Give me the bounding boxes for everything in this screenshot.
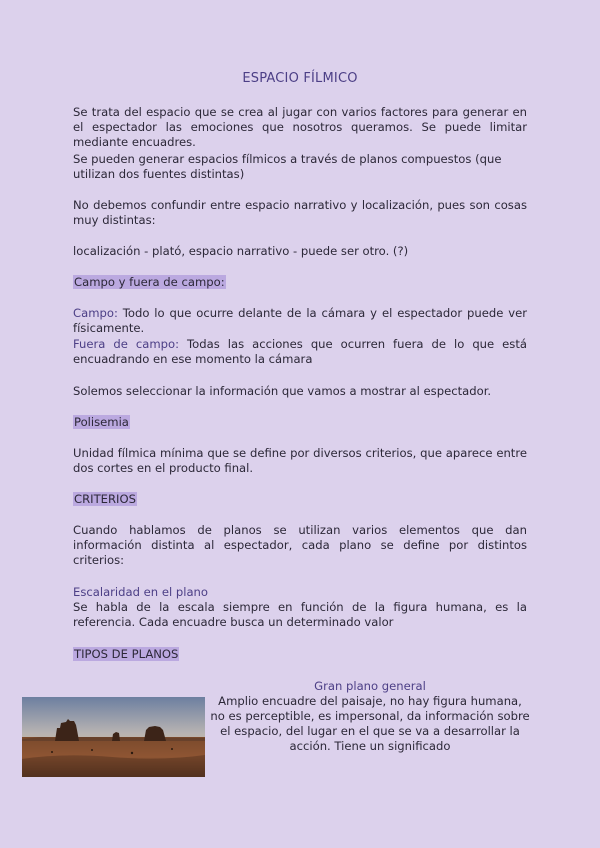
fuera-campo-term: Fuera de campo: bbox=[73, 337, 180, 351]
fuera-campo-text: Todas las acciones que ocurren fuera de lo que está encuadrando en ese momento la cámara bbox=[73, 337, 527, 366]
criterios-heading bbox=[73, 492, 137, 507]
page-title: ESPACIO FÍLMICO bbox=[242, 71, 358, 86]
localizacion-paragraph: localización - plató, espacio narrativo - puede ser otro. (?) bbox=[73, 244, 409, 258]
gran-plano-title: Gran plano general bbox=[314, 679, 426, 693]
polisemia-heading-text: Polisemia bbox=[74, 415, 129, 429]
fuera-campo-paragraph bbox=[73, 337, 527, 367]
confusion-paragraph: No debemos confundir entre espacio narrativo y localización, pues son cosas muy distintas: bbox=[73, 198, 527, 227]
campo-term: Campo: bbox=[73, 306, 118, 320]
solemos-paragraph: Solemos seleccionar la información que vamos a mostrar al espectador. bbox=[73, 384, 492, 398]
tipos-heading-text: TIPOS DE PLANOS bbox=[74, 647, 179, 661]
monument-valley-landscape-image bbox=[22, 697, 205, 777]
gran-plano-text: Amplio encuadre del paisaje, no hay figura humana, no es perceptible, es impersonal, da información sobre el espacio, del lugar en el que se va a desarrollar la acción. Tiene un significado bbox=[210, 694, 530, 753]
escalaridad-heading: Escalaridad en el plano bbox=[73, 585, 208, 599]
campo-heading-text: Campo y fuera de campo: bbox=[74, 275, 225, 289]
tipos-heading bbox=[73, 647, 179, 662]
criterios-paragraph: Cuando hablamos de planos se utilizan varios elementos que dan información distinta al espectador, cada plano se define por distintos criterios: bbox=[73, 523, 527, 567]
polisemia-paragraph: Unidad fílmica mínima que se define por diversos criterios, que aparece entre dos cortes en el producto final. bbox=[73, 446, 527, 475]
polisemia-heading bbox=[73, 415, 130, 430]
criterios-heading-text: CRITERIOS bbox=[74, 492, 136, 506]
intro-paragraph-2: Se pueden generar espacios fílmicos a través de planos compuestos (que utilizan dos fuentes distintas) bbox=[73, 152, 502, 181]
intro-paragraph-1: Se trata del espacio que se crea al jugar con varios factores para generar en el espectador las emociones que nosotros queramos. Se puede limitar mediante encuadres. bbox=[73, 105, 527, 149]
campo-paragraph bbox=[73, 306, 527, 336]
escalaridad-paragraph: Se habla de la escala siempre en función de la figura humana, es la referencia. Cada encuadre busca un determinado valor bbox=[73, 600, 527, 629]
campo-text: Todo lo que ocurre delante de la cámara y el espectador puede ver físicamente. bbox=[73, 306, 527, 335]
campo-heading bbox=[73, 275, 226, 290]
